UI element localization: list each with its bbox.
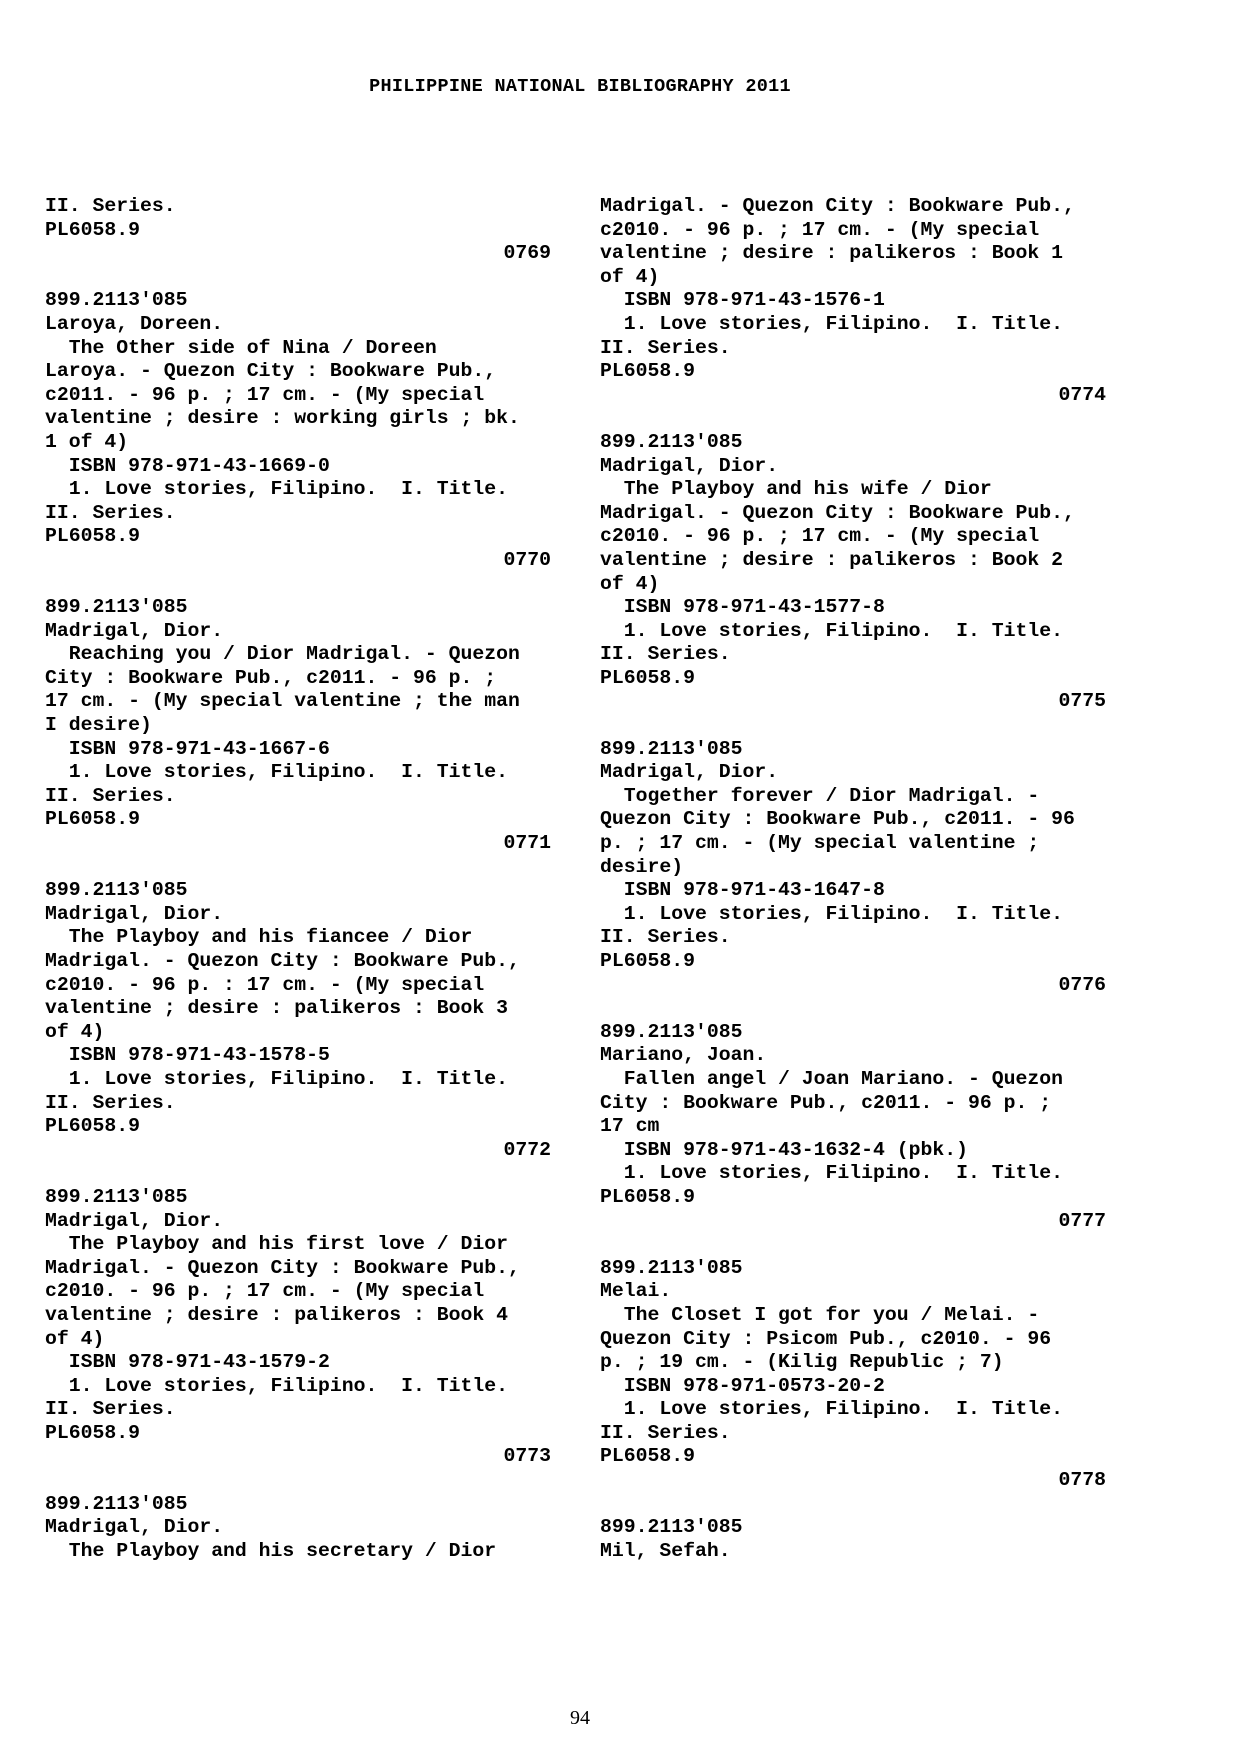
entry-line: 1. Love stories, Filipino. I. Title.: [600, 312, 1063, 335]
entry-line: Reaching you / Dior Madrigal. - Quezon: [45, 643, 520, 666]
entry-line: II. Series.: [600, 336, 731, 359]
entry-line: of 4): [45, 1020, 105, 1043]
page-title: PHILIPPINE NATIONAL BIBLIOGRAPHY 2011: [369, 76, 791, 97]
entry-line: 1. Love stories, Filipino. I. Title.: [600, 1162, 1063, 1185]
entry-line: PL6058.9: [45, 218, 140, 241]
entry-number: 0778: [1058, 1469, 1106, 1492]
entry-line: PL6058.9: [45, 525, 140, 548]
entry-spacer: [600, 407, 1110, 431]
entry-line: PL6058.9: [600, 1445, 695, 1468]
entry-line: c2011. - 96 p. ; 17 cm. - (My special: [45, 383, 485, 406]
entry-line: ISBN 978-971-43-1578-5: [45, 1044, 330, 1067]
entry-line: Laroya, Doreen.: [45, 312, 224, 335]
entry-line: Laroya. - Quezon City : Bookware Pub.,: [45, 360, 497, 383]
entry-line: ISBN 978-971-43-1579-2: [45, 1351, 330, 1374]
entry-line: 899.2113'085: [600, 737, 743, 760]
entry-line: PL6058.9: [45, 1421, 140, 1444]
entry-line: 899.2113'085: [600, 1020, 743, 1043]
entry-line: The Playboy and his secretary / Dior: [45, 1539, 497, 1562]
entry-number: 0770: [503, 548, 551, 571]
entry-line: II. Series.: [45, 1091, 176, 1114]
entry-number: 0775: [1058, 690, 1106, 713]
entry-line: Madrigal, Dior.: [600, 761, 779, 784]
entry-line: of 4): [45, 1327, 105, 1350]
entry-line: City : Bookware Pub., c2011. - 96 p. ;: [45, 666, 497, 689]
entry-line: Mil, Sefah.: [600, 1539, 731, 1562]
right-column: [600, 195, 1110, 1563]
entry-number: 0772: [503, 1138, 551, 1161]
entry-line: ISBN 978-971-43-1577-8: [600, 596, 885, 619]
entry-line: Madrigal, Dior.: [45, 902, 224, 925]
entry-line: 1. Love stories, Filipino. I. Title.: [45, 1067, 508, 1090]
entry-line: c2010. - 96 p. : 17 cm. - (My special: [45, 973, 485, 996]
entry-line: 899.2113'085: [600, 1256, 743, 1279]
entry-line: valentine ; desire : palikeros : Book 4: [45, 1303, 508, 1326]
entry-spacer: [600, 1493, 1110, 1517]
entry-line: PL6058.9: [45, 1115, 140, 1138]
entry-line: 899.2113'085: [45, 289, 188, 312]
entry-line: 899.2113'085: [45, 879, 188, 902]
entry-line: II. Series.: [45, 501, 176, 524]
entry-line: 899.2113'085: [45, 1185, 188, 1208]
entry-line: valentine ; desire : palikeros : Book 1: [600, 242, 1063, 265]
entry-line: 899.2113'085: [600, 430, 743, 453]
entry-line: valentine ; desire : palikeros : Book 2: [600, 548, 1063, 571]
entry-line: I desire): [45, 714, 152, 737]
entry-line: Mariano, Joan.: [600, 1044, 767, 1067]
entry-line: II. Series.: [600, 643, 731, 666]
entry-line: The Closet I got for you / Melai. -: [600, 1303, 1040, 1326]
entry-line: p. ; 17 cm. - (My special valentine ;: [600, 832, 1040, 855]
entry-line: PL6058.9: [45, 808, 140, 831]
entry-line: of 4): [600, 265, 660, 288]
entry-line: PL6058.9: [600, 666, 695, 689]
entry-line: PL6058.9: [600, 360, 695, 383]
entry-line: II. Series.: [45, 1398, 176, 1421]
entry-line: Madrigal, Dior.: [45, 1209, 224, 1232]
page-number: 94: [570, 1707, 590, 1729]
entry-line: Madrigal. - Quezon City : Bookware Pub.,: [600, 195, 1075, 217]
entry-line: Madrigal. - Quezon City : Bookware Pub.,: [600, 501, 1075, 524]
entry-line: ISBN 978-971-43-1669-0: [45, 454, 330, 477]
entry-line: The Other side of Nina / Doreen: [45, 336, 437, 359]
entry-line: ISBN 978-971-43-1647-8: [600, 879, 885, 902]
entry-spacer: [45, 573, 555, 597]
entry-line: c2010. - 96 p. ; 17 cm. - (My special: [45, 1280, 485, 1303]
entry-line: 1. Love stories, Filipino. I. Title.: [600, 619, 1063, 642]
entry-line: ISBN 978-971-0573-20-2: [600, 1374, 885, 1397]
entry-line: PL6058.9: [600, 1185, 695, 1208]
entry-line: Quezon City : Psicom Pub., c2010. - 96: [600, 1327, 1052, 1350]
entry-line: II. Series.: [45, 195, 176, 217]
entry-line: desire): [600, 855, 684, 878]
entry-line: 1. Love stories, Filipino. I. Title.: [45, 478, 508, 501]
entry-line: Madrigal. - Quezon City : Bookware Pub.,: [45, 1256, 520, 1279]
entry-line: Together forever / Dior Madrigal. -: [600, 784, 1040, 807]
entry-line: 1 of 4): [45, 430, 129, 453]
entry-number: 0773: [503, 1445, 551, 1468]
entry-number: 0769: [503, 242, 551, 265]
entry-line: Madrigal, Dior.: [45, 1516, 224, 1539]
entry-line: Quezon City : Bookware Pub., c2011. - 96: [600, 808, 1075, 831]
entry-spacer: [45, 1162, 555, 1186]
entry-line: 899.2113'085: [45, 596, 188, 619]
entry-spacer: [600, 714, 1110, 738]
entry-line: p. ; 19 cm. - (Kilig Republic ; 7): [600, 1351, 1004, 1374]
entry-line: ISBN 978-971-43-1632-4 (pbk.): [600, 1138, 968, 1161]
entry-line: c2010. - 96 p. ; 17 cm. - (My special: [600, 525, 1040, 548]
entry-line: 1. Love stories, Filipino. I. Title.: [45, 1374, 508, 1397]
entry-spacer: [600, 997, 1110, 1021]
entry-number: 0771: [503, 832, 551, 855]
entry-line: II. Series.: [600, 1421, 731, 1444]
entry-line: 17 cm: [600, 1115, 660, 1138]
entry-line: 1. Love stories, Filipino. I. Title.: [45, 761, 508, 784]
entry-number: 0774: [1058, 383, 1106, 406]
entry-line: Melai.: [600, 1280, 672, 1303]
entry-line: c2010. - 96 p. ; 17 cm. - (My special: [600, 218, 1040, 241]
entry-line: The Playboy and his wife / Dior: [600, 478, 992, 501]
entry-spacer: [600, 1233, 1110, 1257]
entry-line: 1. Love stories, Filipino. I. Title.: [600, 902, 1063, 925]
entry-line: 899.2113'085: [45, 1492, 188, 1515]
entry-line: Madrigal. - Quezon City : Bookware Pub.,: [45, 950, 520, 972]
entry-line: Madrigal, Dior.: [600, 454, 779, 477]
entry-line: ISBN 978-971-43-1667-6: [45, 737, 330, 760]
entry-line: The Playboy and his fiancee / Dior: [45, 926, 473, 949]
entry-line: Fallen angel / Joan Mariano. - Quezon: [600, 1067, 1063, 1090]
entry-line: II. Series.: [600, 926, 731, 949]
entry-line: PL6058.9: [600, 950, 695, 972]
entry-line: 1. Love stories, Filipino. I. Title.: [600, 1398, 1063, 1421]
entry-line: ISBN 978-971-43-1576-1: [600, 289, 885, 312]
left-column: [45, 195, 555, 1563]
entry-number: 0776: [1058, 973, 1106, 996]
entry-line: City : Bookware Pub., c2011. - 96 p. ;: [600, 1091, 1052, 1114]
entry-line: valentine ; desire : palikeros : Book 3: [45, 997, 508, 1020]
entry-spacer: [45, 266, 555, 290]
entry-line: valentine ; desire : working girls ; bk.: [45, 407, 520, 430]
entry-line: 899.2113'085: [600, 1516, 743, 1539]
entry-line: 17 cm. - (My special valentine ; the man: [45, 690, 520, 713]
entry-line: The Playboy and his first love / Dior: [45, 1233, 508, 1256]
entry-number: 0777: [1058, 1209, 1106, 1232]
entry-line: Madrigal, Dior.: [45, 619, 224, 642]
entry-spacer: [45, 856, 555, 880]
entry-spacer: [45, 1469, 555, 1493]
entry-line: of 4): [600, 572, 660, 595]
entry-line: II. Series.: [45, 784, 176, 807]
